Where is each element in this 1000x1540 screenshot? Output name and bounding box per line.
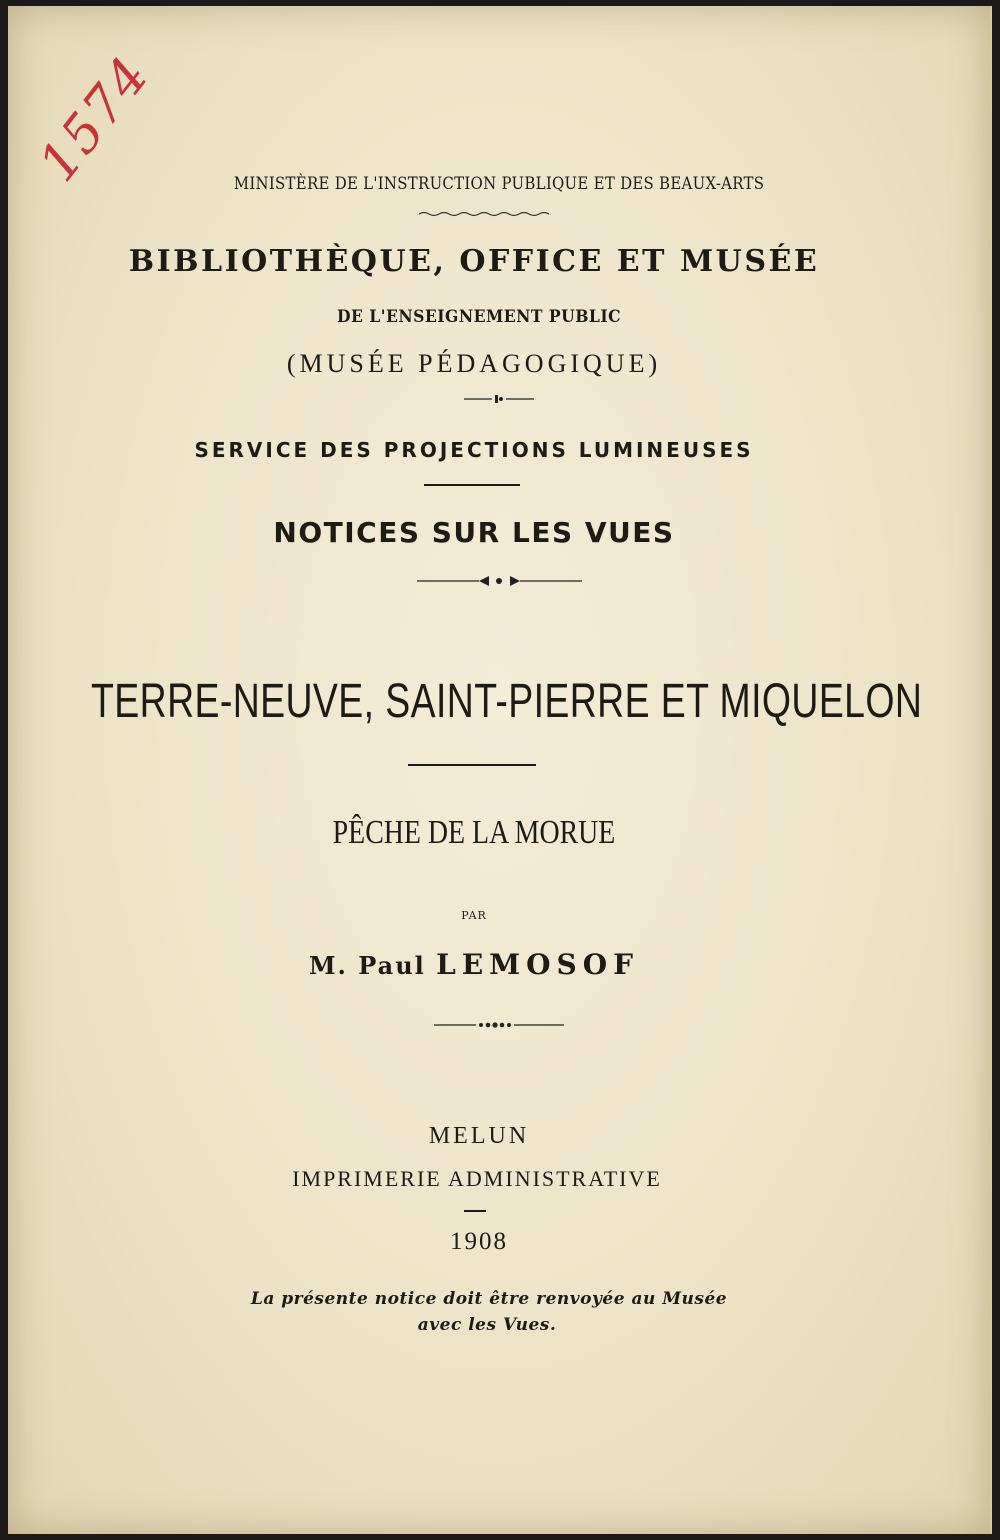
divider-rule (424, 484, 520, 486)
year-divider-rule (464, 1210, 486, 1212)
notices-heading: NOTICES SUR LES VUES (273, 516, 675, 549)
subtitle: PÊCHE DE LA MORUE (332, 814, 616, 851)
city: MELUN (428, 1123, 530, 1149)
institution-heading: BIBLIOTHÈQUE, OFFICE ET MUSÉE (128, 244, 820, 279)
author-surname: LEMOSOF (436, 948, 640, 981)
by-label: PAR (461, 909, 487, 922)
handwritten-catalog-number: 1574 (28, 45, 162, 193)
author-prefix: M. Paul (308, 951, 426, 980)
printer: IMPRIMERIE ADMINISTRATIVE (292, 1166, 662, 1191)
main-title: TERRE-NEUVE, SAINT-PIERRE ET MIQUELON (91, 675, 923, 728)
service-heading: SERVICE DES PROJECTIONS LUMINEUSES (194, 438, 754, 462)
wavy-rule-ornament (8, 206, 990, 224)
author-line (8, 948, 965, 981)
ministry-heading: MINISTÈRE DE L'INSTRUCTION PUBLIQUE ET DES BEAUX-ARTS (233, 174, 765, 194)
return-notice-line-1: La présente notice doit être renvoyée au Musée (250, 1289, 728, 1309)
return-notice-line-2: avec les Vues. (417, 1315, 557, 1335)
museum-heading: (MUSÉE PÉDAGOGIQUE) (286, 349, 662, 378)
title-divider-rule (408, 764, 536, 766)
document-page (8, 6, 992, 1534)
publication-year: 1908 (450, 1228, 508, 1255)
bow-tie-ornament (8, 574, 990, 593)
beaded-rule-ornament (8, 1018, 990, 1036)
small-dash-ornament (8, 392, 990, 410)
institution-subheading: DE L'ENSEIGNEMENT PUBLIC (336, 307, 622, 327)
